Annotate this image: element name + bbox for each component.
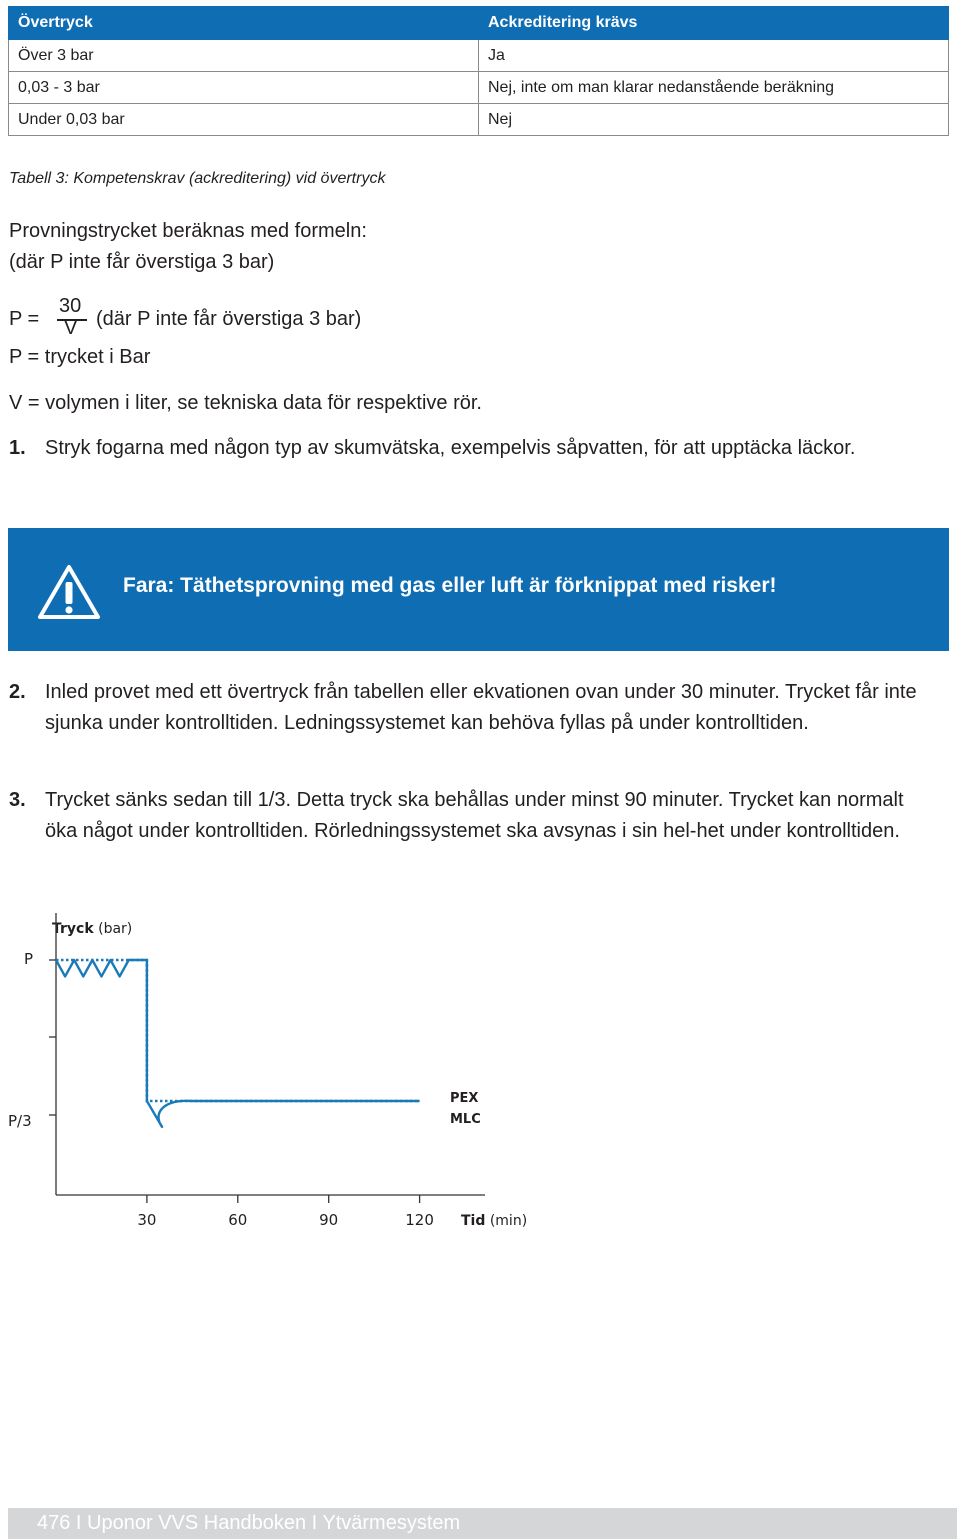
table-cell: Över 3 bar [9,40,479,72]
table-cell: Under 0,03 bar [9,104,479,136]
legend-label: MLC [450,1112,481,1127]
pressure-test-chart [0,905,560,1245]
formula-lhs: P = [9,308,40,330]
formula-note: (där P inte får överstiga 3 bar) [96,308,362,330]
x-axis-title-unit: (min) [489,1213,528,1229]
step-item [9,433,929,464]
table-cell: Nej [479,104,949,136]
y-axis-title [52,921,132,937]
table-cell: Ja [479,40,949,72]
table-header-row [9,7,949,40]
formula-denominator: V [64,317,78,339]
x-axis-title [461,1213,527,1229]
formula-numerator: 30 [59,295,82,317]
intro-line: Provningstrycket beräknas med formeln: [9,220,367,242]
step-number: 1. [9,437,26,459]
step-number: 2. [9,681,26,703]
overpressure-table [8,6,949,136]
table-row [9,104,949,136]
y-tick-label: P/3 [8,1112,32,1130]
table-row [9,72,949,104]
definition-p: P = trycket i Bar [9,346,151,368]
danger-text: Fara: Täthetsprovning med gas eller luft är förknippat med risker! [123,574,777,597]
legend-label: PEX [450,1091,479,1106]
step-number: 3. [9,789,26,811]
table-row [9,40,949,72]
table-header-cell: Ackreditering krävs [479,7,949,40]
y-axis-title-unit: (bar) [98,921,133,937]
step-item [9,677,929,739]
warning-triangle-icon [37,564,101,620]
x-axis-title-bold: Tid [461,1213,486,1229]
intro-line: (där P inte får överstiga 3 bar) [9,251,275,273]
x-tick-label: 120 [405,1211,434,1229]
definition-v: V = volymen i liter, se tekniska data för respektive rör. [9,392,482,414]
table-cell: 0,03 - 3 bar [9,72,479,104]
step-text: Stryk fogarna med någon typ av skumvätska, exempelvis såpvatten, för att upptäcka läckor. [45,437,856,459]
step-item [9,785,929,847]
series-pex-line [56,960,420,1101]
danger-banner [8,528,949,651]
series-mlc-line [56,960,420,1127]
page-footer [8,1508,957,1539]
x-tick-label: 30 [137,1211,157,1229]
step-text: Trycket sänks sedan till 1/3. Detta tryck ska behållas under minst 90 minuter. Trycket kan normalt öka något under kontrolltiden. Rörledningssystemet ska avsynas i sin hel-het under kontrolltiden. [45,789,904,842]
table-caption: Tabell 3: Kompetenskrav (ackreditering) vid övertryck [9,170,386,187]
table-cell: Nej, inte om man klarar nedanstående beräkning [479,72,949,104]
step-text: Inled provet med ett övertryck från tabellen eller ekvationen ovan under 30 minuter. Trycket får inte sjunka under kontrolltiden. Ledningssystemet kan behöva fyllas på under kontrolltiden. [45,681,917,734]
x-tick-label: 60 [228,1211,248,1229]
pressure-formula [9,296,509,342]
x-tick-label: 90 [319,1211,339,1229]
table-header-cell: Övertryck [9,7,479,40]
y-tick-label: P [24,950,34,968]
y-axis-title-bold: Tryck [52,921,94,937]
footer-text: 476 I Uponor VVS Handboken I Ytvärmesystem [37,1512,461,1534]
